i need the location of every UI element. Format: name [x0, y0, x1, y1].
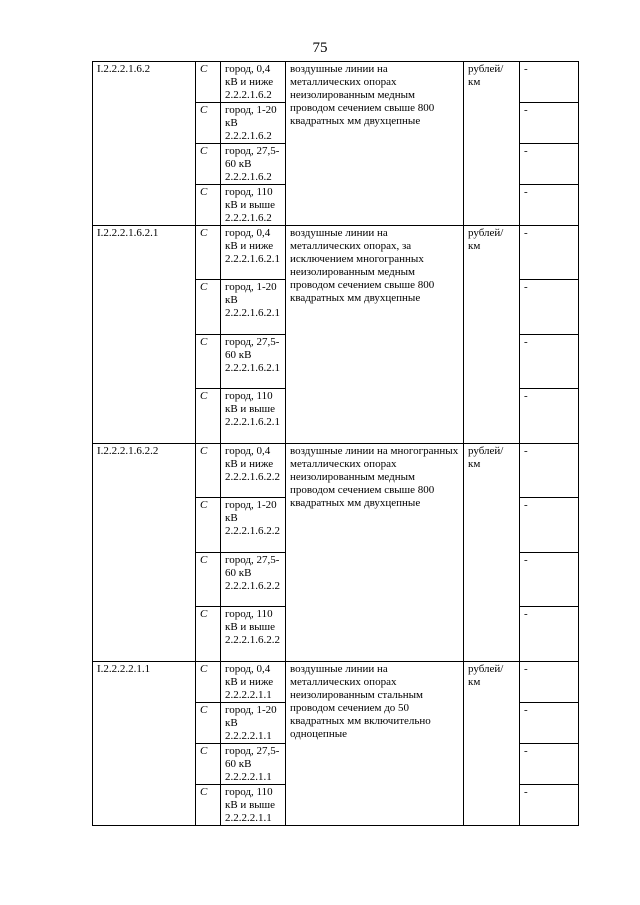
- row-value: -: [520, 103, 579, 144]
- row-value: -: [520, 553, 579, 607]
- group-code: I.2.2.2.1.6.2.1: [93, 226, 196, 444]
- row-value: -: [520, 607, 579, 662]
- row-category: город, 1-20 кВ 2.2.2.1.6.2.2: [221, 498, 286, 553]
- row-category: город, 0,4 кВ и ниже 2.2.2.1.6.2.2: [221, 444, 286, 498]
- row-category: город, 27,5-60 кВ 2.2.2.1.6.2: [221, 144, 286, 185]
- row-letter: С: [196, 444, 221, 498]
- row-letter: С: [196, 144, 221, 185]
- row-category: город, 1-20 кВ 2.2.2.2.1.1: [221, 703, 286, 744]
- group-code: I.2.2.2.1.6.2: [93, 62, 196, 226]
- row-category: город, 27,5-60 кВ 2.2.2.2.1.1: [221, 744, 286, 785]
- row-value: -: [520, 744, 579, 785]
- row-letter: С: [196, 185, 221, 226]
- row-value: -: [520, 280, 579, 335]
- row-letter: С: [196, 607, 221, 662]
- group-description: воздушные линии на многогранных металлических опорах неизолированным медным проводом сечением свыше 800 квадратных мм двухцепные: [286, 444, 464, 662]
- row-category: город, 0,4 кВ и ниже 2.2.2.1.6.2.1: [221, 226, 286, 280]
- group-unit: рублей/ км: [464, 226, 520, 444]
- table-row: [93, 662, 579, 703]
- row-category: город, 27,5-60 кВ 2.2.2.1.6.2.2: [221, 553, 286, 607]
- row-letter: С: [196, 662, 221, 703]
- row-category: город, 1-20 кВ 2.2.2.1.6.2: [221, 103, 286, 144]
- row-category: город, 27,5-60 кВ 2.2.2.1.6.2.1: [221, 335, 286, 389]
- row-category: город, 1-20 кВ 2.2.2.1.6.2.1: [221, 280, 286, 335]
- row-letter: С: [196, 553, 221, 607]
- row-value: -: [520, 703, 579, 744]
- row-letter: С: [196, 103, 221, 144]
- row-letter: С: [196, 744, 221, 785]
- row-letter: С: [196, 703, 221, 744]
- row-category: город, 110 кВ и выше 2.2.2.2.1.1: [221, 785, 286, 826]
- row-category: город, 110 кВ и выше 2.2.2.1.6.2.2: [221, 607, 286, 662]
- row-value: -: [520, 226, 579, 280]
- row-letter: С: [196, 498, 221, 553]
- group-code: I.2.2.2.2.1.1: [93, 662, 196, 826]
- row-category: город, 110 кВ и выше 2.2.2.1.6.2.1: [221, 389, 286, 444]
- tariff-table: [92, 61, 579, 826]
- row-letter: С: [196, 280, 221, 335]
- group-code: I.2.2.2.1.6.2.2: [93, 444, 196, 662]
- row-category: город, 0,4 кВ и ниже 2.2.2.1.6.2: [221, 62, 286, 103]
- table-row: [93, 444, 579, 498]
- row-value: -: [520, 662, 579, 703]
- row-value: -: [520, 62, 579, 103]
- row-value: -: [520, 785, 579, 826]
- row-value: -: [520, 389, 579, 444]
- row-value: -: [520, 144, 579, 185]
- table-row: [93, 62, 579, 103]
- group-unit: рублей/ км: [464, 62, 520, 226]
- row-value: -: [520, 444, 579, 498]
- group-description: воздушные линии на металлических опорах неизолированным медным проводом сечением свыше 800 квадратных мм двухцепные: [286, 62, 464, 226]
- row-letter: С: [196, 335, 221, 389]
- group-description: воздушные линии на металлических опорах неизолированным стальным проводом сечением до 50 квадратных мм включительно одноцепные: [286, 662, 464, 826]
- group-unit: рублей/ км: [464, 662, 520, 826]
- row-category: город, 0,4 кВ и ниже 2.2.2.2.1.1: [221, 662, 286, 703]
- row-letter: С: [196, 389, 221, 444]
- page-number: 75: [312, 40, 328, 56]
- table-row: [93, 226, 579, 280]
- row-letter: С: [196, 785, 221, 826]
- row-value: -: [520, 185, 579, 226]
- row-letter: С: [196, 226, 221, 280]
- row-value: -: [520, 498, 579, 553]
- group-unit: рублей/ км: [464, 444, 520, 662]
- group-description: воздушные линии на металлических опорах, за исключением многогранных неизолированным медным проводом сечением свыше 800 квадратных мм двухцепные: [286, 226, 464, 444]
- row-value: -: [520, 335, 579, 389]
- row-category: город, 110 кВ и выше 2.2.2.1.6.2: [221, 185, 286, 226]
- row-letter: С: [196, 62, 221, 103]
